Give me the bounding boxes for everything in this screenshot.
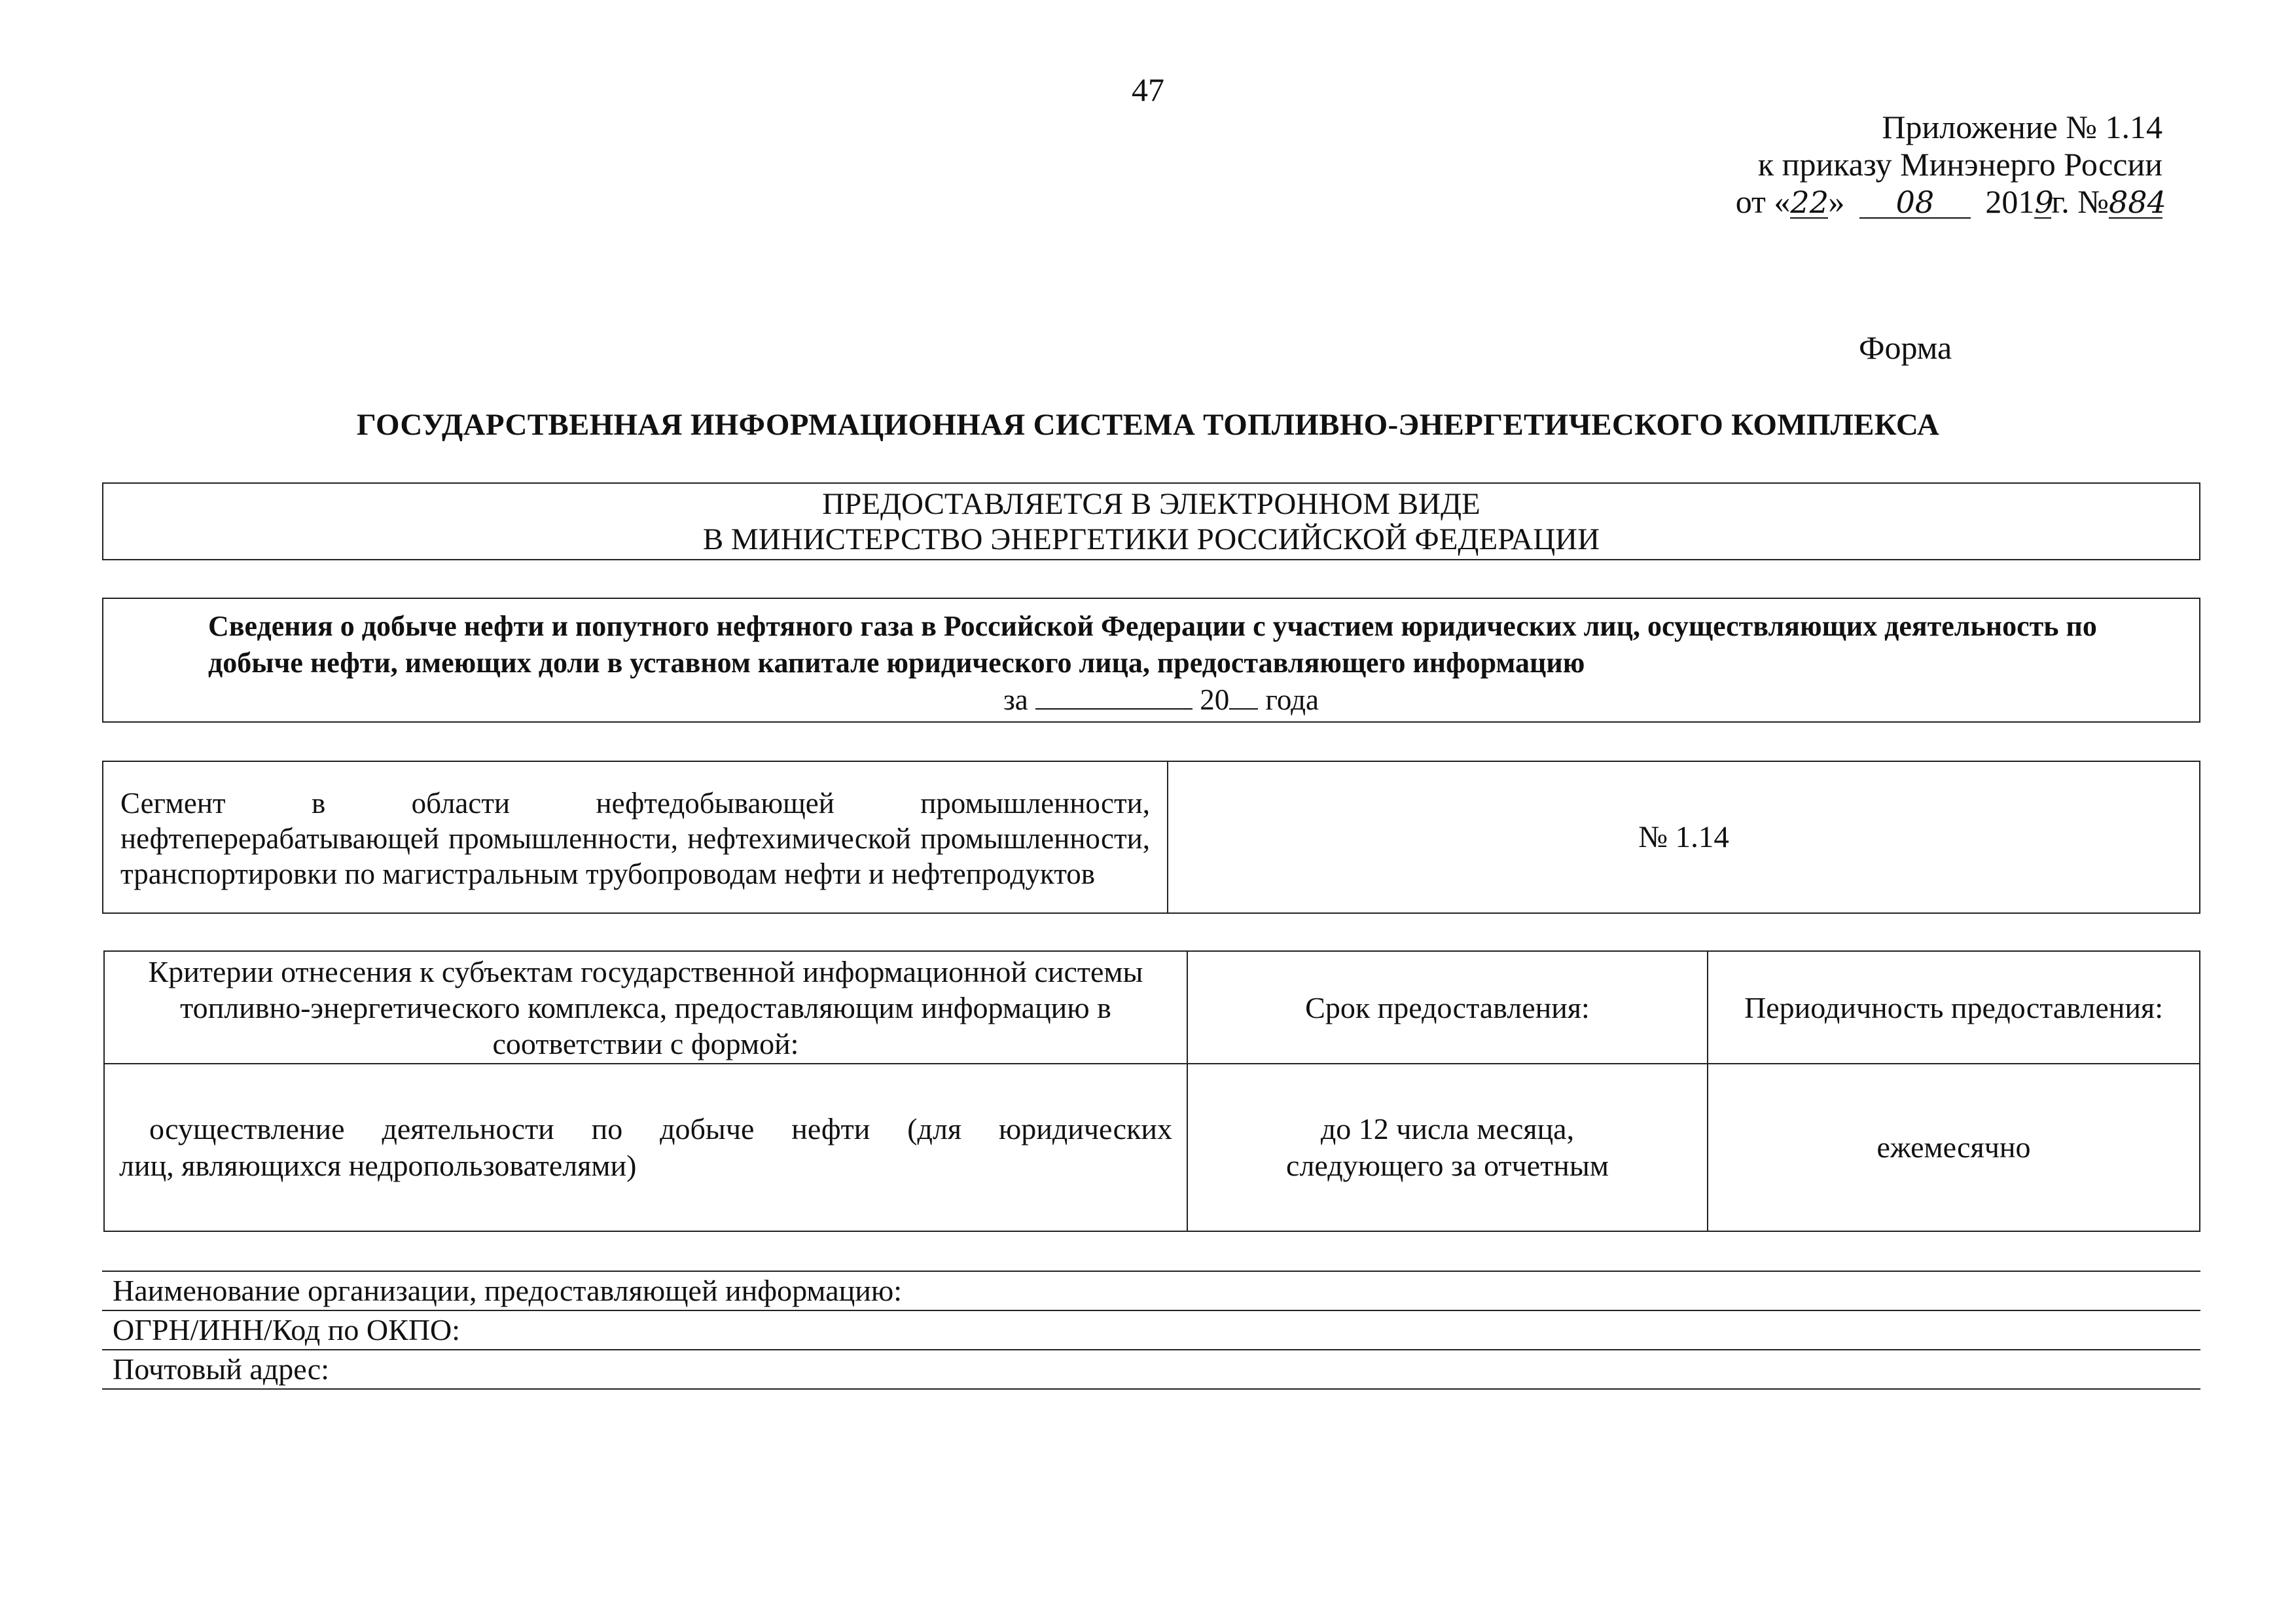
deadline-line-2: следующего за отчетным [1286, 1149, 1609, 1182]
deadline-cell [1187, 1064, 1708, 1231]
submission-box [102, 482, 2200, 560]
segment-description: Сегмент в области нефтедобывающей промышленности, нефтеперерабатывающей промышленности, нефтехимической промышленности, транспортировки по магистральным трубопроводам нефти и нефтепродуктов [103, 761, 1168, 913]
order-number-prefix: г. № [2051, 183, 2109, 220]
criterion-line-1: осуществление деятельности по добыче нефти (для юридических [149, 1112, 1172, 1146]
appendix-line-2: к приказу Минэнерго России [1757, 146, 2162, 183]
handwritten-day: 22 [1790, 185, 1829, 220]
criterion-line-2: лиц, являющихся недропользователями) [119, 1149, 637, 1182]
submission-line-1: ПРЕДОСТАВЛЯЕТСЯ В ЭЛЕКТРОННОМ ВИДЕ [822, 487, 1480, 521]
submission-line-2: В МИНИСТЕРСТВО ЭНЕРГЕТИКИ РОССИЙСКОЙ ФЕДЕРАЦИИ [702, 522, 1600, 556]
main-title: ГОСУДАРСТВЕННАЯ ИНФОРМАЦИОННАЯ СИСТЕМА ТОПЛИВНО-ЭНЕРГЕТИЧЕСКОГО КОМПЛЕКСА [356, 408, 1940, 442]
field-line-top [102, 1271, 2200, 1272]
field-line-1 [102, 1310, 2200, 1311]
appendix-line-1: Приложение № 1.14 [1882, 109, 2162, 145]
appendix-date-line [1735, 183, 2166, 221]
criteria-cell [104, 1064, 1187, 1231]
handwritten-month: 08 [1859, 187, 1971, 219]
report-title: Сведения о добыче нефти и попутного нефтяного газа в Российской Федерации с участием юридических лиц, осуществляющих деятельность по добыче нефти, имеющих доли в уставном капитале юридического лица, предоставляющего информацию [208, 610, 2097, 679]
field-line-2 [102, 1349, 2200, 1350]
page-number: 47 [1132, 71, 1164, 108]
deadline-header: Срок предоставления: [1187, 951, 1708, 1064]
year-prefix: 201 [1985, 183, 2035, 220]
period-year: 20 [1200, 683, 1230, 716]
form-number: № 1.14 [1168, 761, 2200, 913]
handwritten-year-digit: 9 [2034, 185, 2054, 220]
report-period-line [208, 681, 2153, 718]
period-prefix: за [1003, 683, 1028, 716]
field-line-3 [102, 1388, 2200, 1390]
report-title-box [102, 598, 2200, 723]
segment-table [102, 761, 2200, 914]
criteria-row [104, 1064, 2200, 1231]
periodicity-header: Периодичность предоставления: [1708, 951, 2200, 1064]
form-label: Форма [1859, 329, 1952, 366]
organization-name-field: Наименование организации, предоставляющей информацию: [113, 1274, 902, 1307]
appendix-header [1735, 109, 2166, 221]
deadline-line-1: до 12 числа месяца, [1320, 1112, 1575, 1146]
period-year-blank [1229, 708, 1258, 710]
ogrn-inn-okpo-field: ОГРН/ИНН/Код по ОКПО: [113, 1313, 461, 1346]
quote-close: » [1828, 183, 1845, 220]
periodicity-cell: ежемесячно [1708, 1064, 2200, 1231]
period-blank [1035, 708, 1193, 710]
date-prefix: от « [1735, 183, 1791, 220]
criteria-header-row [104, 951, 2200, 1064]
period-suffix: года [1265, 683, 1319, 716]
criteria-header: Критерии отнесения к субъектам государственной информационной системы топливно-энергетического комплекса, предоставляющим информацию в соответствии с формой: [104, 951, 1187, 1064]
criteria-table [103, 950, 2200, 1232]
postal-address-field: Почтовый адрес: [113, 1352, 329, 1386]
handwritten-order-number: 884 [2109, 185, 2166, 220]
